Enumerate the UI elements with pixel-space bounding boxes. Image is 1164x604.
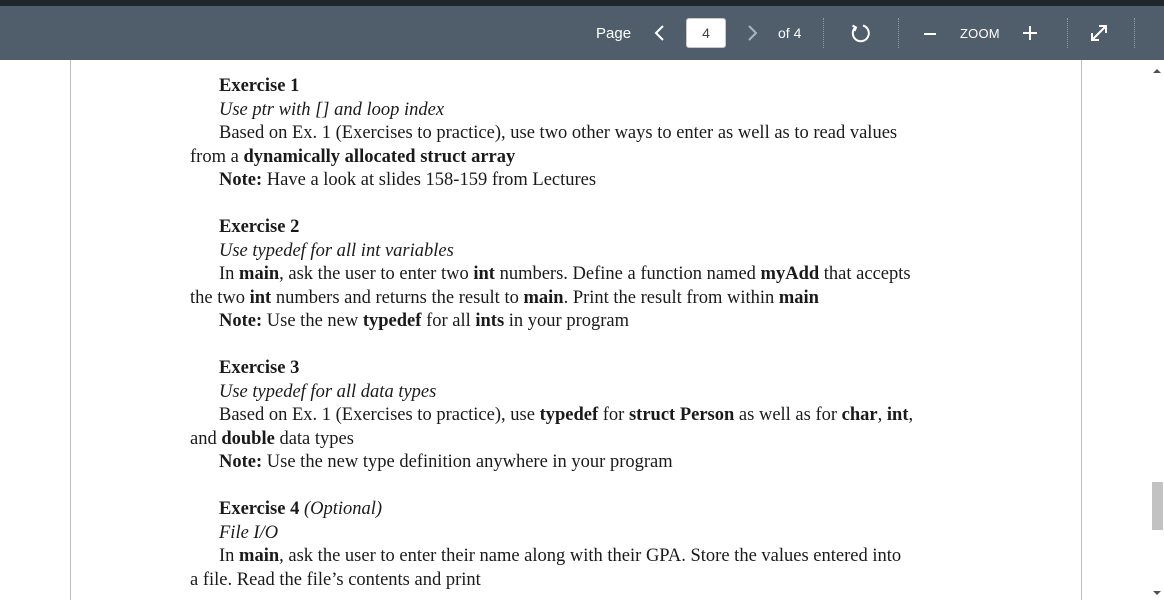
caret-up-icon: [1151, 65, 1163, 77]
document-viewer: [0, 60, 1164, 600]
toolbar-divider: [898, 18, 899, 48]
page-number-input[interactable]: [686, 18, 726, 48]
exercise-4-text-line: a file. Read the file’s contents and print: [190, 570, 481, 590]
exercise-2-text-line: In main, ask the user to enter two int numbers. Define a function named myAdd that accepts: [219, 264, 911, 284]
minus-icon: [922, 25, 938, 41]
exercise-4-title: Exercise 4 (Optional): [219, 499, 383, 519]
page-count-label: of 4: [778, 25, 802, 41]
chevron-left-icon: [653, 24, 667, 42]
page-label: Page: [596, 24, 632, 42]
scroll-down-button[interactable]: [1151, 586, 1163, 598]
exercise-2-note: Note: Use the new typedef for all ints in your program: [219, 311, 630, 331]
exercise-3-title: Exercise 3: [219, 358, 300, 378]
exercise-1-subtitle: Use ptr with [] and loop index: [219, 100, 445, 120]
next-page-button[interactable]: [740, 20, 764, 46]
exercise-2-subtitle: Use typedef for all int variables: [219, 241, 454, 261]
reset-view-button[interactable]: [846, 19, 874, 47]
expand-icon: [1088, 22, 1110, 44]
rotate-icon: [849, 22, 871, 44]
pdf-page-content: [0, 60, 1150, 600]
toolbar-divider: [1067, 18, 1068, 48]
chevron-right-icon: [745, 24, 759, 42]
exercise-1-text-line: Based on Ex. 1 (Exercises to practice), use two other ways to enter as well as to read values: [219, 123, 898, 143]
exercise-3-text-line: and double data types: [190, 429, 354, 449]
exercise-2-title: Exercise 2: [219, 217, 300, 237]
exercise-3-text-line: Based on Ex. 1 (Exercises to practice), use typedef for struct Person as well as for char, int,: [219, 405, 914, 425]
exercise-4-text-line: In main, ask the user to enter their name along with their GPA. Store the values entered into: [219, 546, 902, 566]
plus-icon: [1021, 24, 1039, 42]
zoom-label: ZOOM: [960, 25, 1000, 41]
exercise-1-note: Note: Have a look at slides 158-159 from Lectures: [219, 170, 597, 190]
zoom-in-button[interactable]: [1018, 19, 1042, 47]
exercise-3-note: Note: Use the new type definition anywhere in your program: [219, 452, 673, 472]
exercise-3-subtitle: Use typedef for all data types: [219, 382, 437, 402]
exercise-1-text-line: from a dynamically allocated struct array: [190, 147, 516, 167]
pdf-toolbar: [0, 6, 1164, 60]
exercise-2-text-line: the two int numbers and returns the result to main. Print the result from within main: [190, 288, 819, 308]
exercise-4-subtitle: File I/O: [219, 523, 279, 543]
scrollbar-thumb[interactable]: [1152, 482, 1163, 530]
toolbar-divider: [823, 18, 824, 48]
toolbar-divider: [1134, 18, 1135, 48]
zoom-out-button[interactable]: [918, 20, 942, 46]
scroll-up-button[interactable]: [1151, 64, 1163, 76]
previous-page-button[interactable]: [648, 20, 672, 46]
caret-down-icon: [1151, 587, 1163, 599]
fullscreen-button[interactable]: [1086, 19, 1112, 47]
exercise-1-title: Exercise 1: [219, 76, 300, 96]
